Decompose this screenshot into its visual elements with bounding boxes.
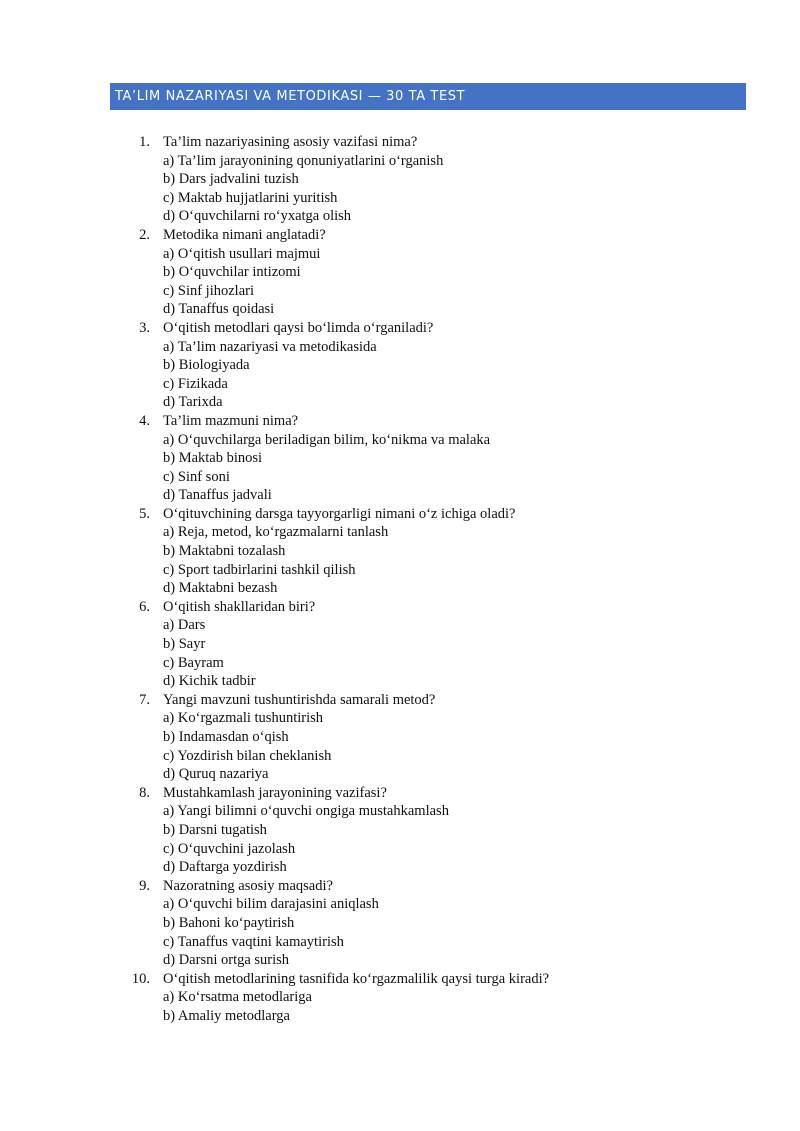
answer-option: c) Tanaffus vaqtini kamaytirish (163, 933, 344, 950)
question-item (0, 319, 800, 412)
answer-option: c) Maktab hujjatlarini yuritish (163, 189, 338, 206)
answer-option: b) Dars jadvalini tuzish (163, 171, 299, 188)
question-item (0, 133, 800, 226)
question-text: Mustahkamlash jarayonining vazifasi? (163, 784, 387, 801)
answer-option: d) Tanaffus qoidasi (163, 301, 275, 318)
question-header (0, 505, 800, 524)
answer-option: a) O‘quvchilarga beriladigan bilim, ko‘nikma va malaka (163, 431, 491, 448)
question-number: 10. (131, 970, 150, 987)
question-item (0, 505, 800, 598)
answer-option: b) Bahoni ko‘paytirish (163, 914, 295, 931)
answer-option: a) Reja, metod, ko‘rgazmalarni tanlash (163, 524, 389, 541)
question-text: Ta’lim nazariyasining asosiy vazifasi nima? (163, 134, 418, 150)
answer-option: c) Bayram (163, 654, 224, 671)
answer-option: a) Dars (163, 617, 206, 634)
answer-option: c) Fizikada (163, 375, 228, 392)
answer-option: b) Darsni tugatish (163, 821, 267, 838)
answer-option: d) Quruq nazariya (163, 766, 269, 783)
question-number: 1. (139, 134, 150, 150)
question-number: 2. (139, 226, 150, 243)
question-number: 9. (139, 877, 150, 894)
question-header (0, 970, 800, 989)
question-header (0, 598, 800, 617)
question-item (0, 598, 800, 691)
answer-option: b) Indamasdan o‘qish (163, 729, 289, 745)
question-item (0, 784, 800, 877)
question-item (0, 412, 800, 505)
question-text: Metodika nimani anglatadi? (163, 226, 326, 243)
answer-option: a) O‘qitish usullari majmui (163, 245, 321, 262)
section-title-bar (110, 83, 746, 110)
answer-option: d) Tarixda (163, 394, 223, 411)
question-item (0, 691, 800, 784)
answer-option: d) O‘quvchilarni ro‘yxatga olish (163, 208, 352, 225)
question-text: O‘qitish metodlarining tasnifida ko‘rgazmalilik qaysi turga kiradi? (163, 970, 550, 987)
question-number: 6. (139, 598, 150, 615)
question-number: 8. (139, 784, 150, 801)
answer-option: b) O‘quvchilar intizomi (163, 264, 301, 281)
question-text: O‘qituvchining darsga tayyorgarligi nimani o‘z ichiga oladi? (163, 505, 516, 522)
question-header (0, 412, 800, 431)
question-text: Ta’lim mazmuni nima? (163, 412, 299, 429)
answer-option: c) Sinf jihozlari (163, 282, 255, 299)
question-item (0, 226, 800, 319)
question-text: O‘qitish metodlari qaysi bo‘limda o‘rganiladi? (163, 319, 434, 336)
answer-option: b) Biologiyada (163, 357, 250, 374)
question-number: 4. (139, 412, 150, 429)
answer-option: a) Ko‘rgazmali tushuntirish (163, 710, 324, 727)
answer-option: a) Ta’lim nazariyasi va metodikasida (163, 338, 377, 355)
answer-option: d) Kichik tadbir (163, 673, 256, 690)
question-header (0, 784, 800, 803)
answer-option: b) Amaliy metodlarga (163, 1007, 290, 1024)
answer-option: a) Ko‘rsatma metodlariga (163, 989, 312, 1006)
question-header (0, 877, 800, 896)
question-number: 5. (139, 505, 150, 522)
answer-option: b) Maktabni tozalash (163, 543, 286, 560)
answer-option: d) Darsni ortga surish (163, 952, 290, 969)
question-number: 7. (139, 691, 150, 708)
question-header (0, 133, 800, 152)
answer-option: c) Yozdirish bilan cheklanish (163, 747, 332, 764)
question-number: 3. (139, 319, 150, 336)
question-item (0, 970, 800, 1026)
question-header (0, 319, 800, 338)
document-title: TA’LIM NAZARIYASI VA METODIKASI — 30 TA TEST (115, 89, 466, 104)
answer-option: d) Daftarga yozdirish (163, 859, 287, 876)
question-header (0, 691, 800, 710)
answer-option: a) Yangi bilimni o‘quvchi ongiga mustahkamlash (163, 803, 449, 820)
answer-option: c) Sport tadbirlarini tashkil qilish (163, 561, 356, 578)
question-header (0, 226, 800, 245)
answer-option: a) O‘quvchi bilim darajasini aniqlash (163, 896, 379, 913)
answer-option: d) Tanaffus jadvali (163, 487, 272, 504)
answer-option: b) Sayr (163, 636, 206, 653)
question-text: O‘qitish shakllaridan biri? (163, 598, 316, 615)
answer-option: a) Ta’lim jarayonining qonuniyatlarini o‘rganish (163, 152, 444, 169)
question-text: Nazoratning asosiy maqsadi? (163, 877, 333, 894)
question-item (0, 877, 800, 970)
answer-option: c) O‘quvchini jazolash (163, 840, 296, 857)
question-text: Yangi mavzuni tushuntirishda samarali metod? (163, 691, 436, 708)
answer-option: d) Maktabni bezash (163, 580, 278, 597)
answer-option: b) Maktab binosi (163, 450, 263, 467)
question-list (0, 133, 800, 1026)
answer-option: c) Sinf soni (163, 468, 230, 485)
